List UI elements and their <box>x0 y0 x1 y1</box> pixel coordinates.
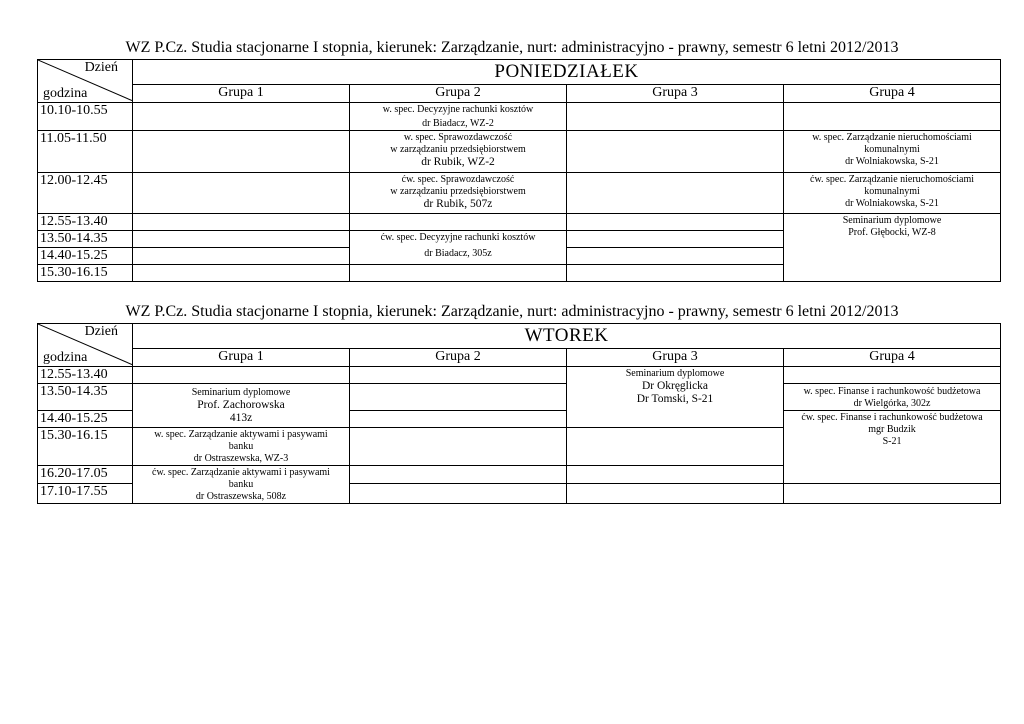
class-subject-line2: w zarządzaniu przedsiębiorstwem <box>390 186 526 197</box>
empty-cell <box>350 483 567 503</box>
class-subject-line2: banku <box>228 441 254 452</box>
class-cell <box>350 173 567 214</box>
time-slot: 14.40-15.25 <box>38 248 133 265</box>
corner-hour-label: godzina <box>43 350 88 365</box>
group-header: Grupa 3 <box>567 349 784 367</box>
class-subject: w. spec. Finanse i rachunkowość budżetowa <box>803 386 981 397</box>
time-slot: 14.40-15.25 <box>38 411 133 428</box>
class-subject: Seminarium dyplomowe <box>191 387 291 398</box>
time-slot: 12.55-13.40 <box>38 214 133 231</box>
class-cell <box>784 131 1001 173</box>
corner-day-label: Dzień <box>84 324 118 339</box>
time-slot: 13.50-14.35 <box>38 231 133 248</box>
group-header: Grupa 4 <box>784 85 1001 103</box>
empty-cell <box>784 103 1001 131</box>
empty-cell <box>567 231 784 248</box>
empty-cell <box>567 483 784 503</box>
group-header: Grupa 2 <box>350 85 567 103</box>
empty-cell <box>133 231 350 248</box>
class-subject: ćw. spec. Zarządzanie aktywami i pasywami <box>152 467 330 478</box>
class-cell <box>350 231 567 265</box>
empty-cell <box>567 265 784 282</box>
class-teacher: dr Wielgórka, 302z <box>853 398 931 409</box>
class-cell <box>133 384 350 428</box>
empty-cell <box>133 367 350 384</box>
time-slot: 15.30-16.15 <box>38 428 133 466</box>
time-slot: 13.50-14.35 <box>38 384 133 411</box>
class-subject-line2: banku <box>228 479 254 490</box>
empty-cell <box>133 248 350 265</box>
class-subject: ćw. spec. Zarządzanie nieruchomościami <box>810 174 974 185</box>
class-subject: w. spec. Sprawozdawczość <box>403 132 513 143</box>
class-cell <box>784 214 1001 282</box>
class-teacher: dr Rubik, WZ-2 <box>421 156 495 168</box>
time-slot: 10.10-10.55 <box>38 103 133 131</box>
empty-cell <box>567 214 784 231</box>
class-teacher: dr Ostraszewska, WZ-3 <box>193 453 289 464</box>
class-cell <box>784 173 1001 214</box>
class-cell <box>350 103 567 131</box>
empty-cell <box>567 248 784 265</box>
class-teacher: Dr Okręglicka <box>641 380 709 392</box>
class-subject: Seminarium dyplomowe <box>625 368 725 379</box>
group-header: Grupa 1 <box>133 85 350 103</box>
schedule-title-monday: WZ P.Cz. Studia stacjonarne I stopnia, kierunek: Zarządzanie, nurt: administracyjno - prawny, semestr 6 letni 2012/2013 <box>125 39 899 56</box>
schedule-table-monday <box>37 59 1001 282</box>
class-subject: w. spec. Decyzyjne rachunki kosztów <box>382 104 534 115</box>
empty-cell <box>567 466 784 484</box>
schedule-title-tuesday: WZ P.Cz. Studia stacjonarne I stopnia, kierunek: Zarządzanie, nurt: administracyjno - prawny, semestr 6 letni 2012/2013 <box>125 303 899 320</box>
empty-cell <box>567 103 784 131</box>
empty-cell <box>350 466 567 484</box>
class-cell <box>350 131 567 173</box>
class-teacher: dr Biadacz, 305z <box>424 248 492 259</box>
class-subject: ćw. spec. Decyzyjne rachunki kosztów <box>380 232 536 243</box>
empty-cell <box>133 131 350 173</box>
class-teacher: dr Biadacz, WZ-2 <box>422 118 494 129</box>
corner-day-label: Dzień <box>84 60 118 75</box>
empty-cell <box>133 173 350 214</box>
time-slot: 11.05-11.50 <box>38 131 133 173</box>
time-slot: 16.20-17.05 <box>38 466 133 484</box>
day-header: PONIEDZIAŁEK <box>133 60 1001 85</box>
group-header: Grupa 3 <box>567 85 784 103</box>
time-slot: 15.30-16.15 <box>38 265 133 282</box>
class-subject: w. spec. Zarządzanie aktywami i pasywami <box>154 429 328 440</box>
class-subject: Seminarium dyplomowe <box>842 215 942 226</box>
empty-cell <box>350 411 567 428</box>
group-header: Grupa 1 <box>133 349 350 367</box>
empty-cell <box>350 428 567 466</box>
empty-cell <box>567 131 784 173</box>
empty-cell <box>133 265 350 282</box>
corner-header <box>38 60 133 103</box>
empty-cell <box>350 367 567 384</box>
empty-cell <box>784 483 1001 503</box>
time-slot: 17.10-17.55 <box>38 483 133 503</box>
day-header: WTOREK <box>133 324 1001 349</box>
class-teacher: Prof. Głębocki, WZ-8 <box>848 227 936 238</box>
class-subject: ćw. spec. Finanse i rachunkowość budżetowa <box>801 412 983 423</box>
class-teacher-2: Dr Tomski, S-21 <box>636 393 714 405</box>
empty-cell <box>133 103 350 131</box>
class-cell <box>133 428 350 466</box>
group-header: Grupa 2 <box>350 349 567 367</box>
class-cell <box>784 411 1001 484</box>
class-subject-line2: komunalnymi <box>864 144 920 155</box>
empty-cell <box>567 173 784 214</box>
time-slot: 12.00-12.45 <box>38 173 133 214</box>
class-cell <box>133 466 350 504</box>
empty-cell <box>350 214 567 231</box>
group-header: Grupa 4 <box>784 349 1001 367</box>
class-subject-line2: komunalnymi <box>864 186 920 197</box>
class-teacher: dr Wolniakowska, S-21 <box>845 156 939 167</box>
class-cell <box>784 384 1001 411</box>
empty-cell <box>133 214 350 231</box>
corner-hour-label: godzina <box>43 86 88 101</box>
class-teacher: Prof. Zachorowska <box>197 399 285 411</box>
class-teacher: dr Rubik, 507z <box>423 198 493 210</box>
class-subject: w. spec. Zarządzanie nieruchomościami <box>812 132 972 143</box>
class-room: 413z <box>229 412 253 424</box>
schedule-table-tuesday <box>37 323 1001 504</box>
class-room: S-21 <box>882 436 902 447</box>
class-teacher: dr Wolniakowska, S-21 <box>845 198 939 209</box>
class-subject: ćw. spec. Sprawozdawczość <box>401 174 515 185</box>
class-cell <box>567 367 784 428</box>
empty-cell <box>567 428 784 466</box>
time-slot: 12.55-13.40 <box>38 367 133 384</box>
empty-cell <box>350 265 567 282</box>
empty-cell <box>350 384 567 411</box>
class-teacher: dr Ostraszewska, 508z <box>195 491 287 502</box>
class-subject-line2: w zarządzaniu przedsiębiorstwem <box>390 144 526 155</box>
empty-cell <box>784 367 1001 384</box>
class-teacher: mgr Budzik <box>868 424 916 435</box>
corner-header <box>38 324 133 367</box>
